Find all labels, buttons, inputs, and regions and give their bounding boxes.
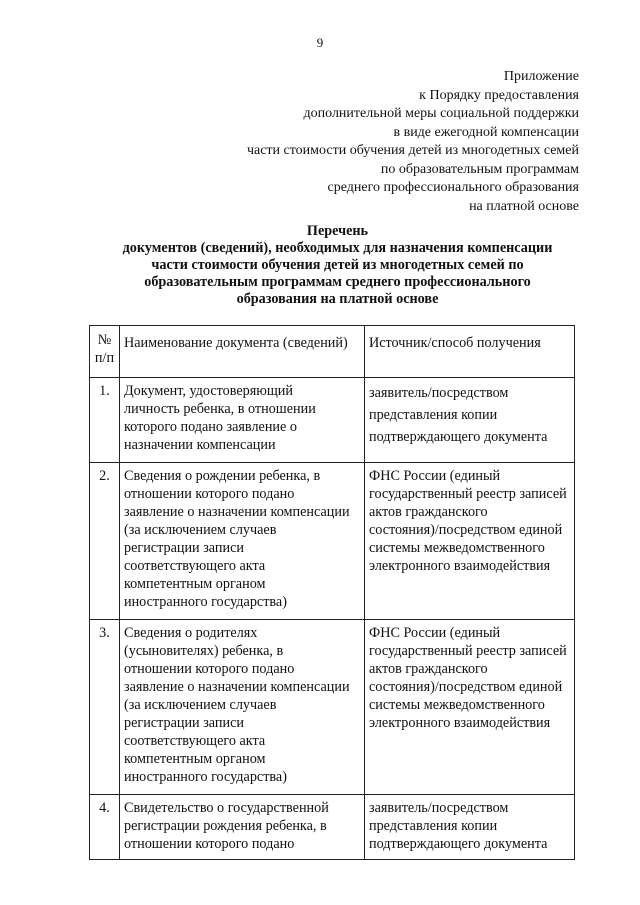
cell-line: иностранного государства)	[124, 769, 287, 785]
cell-line: электронного взаимодействия	[369, 715, 551, 731]
header-number-line: п/п	[94, 350, 115, 366]
cell-line: регистрации рождения ребенка, в	[124, 818, 327, 834]
cell-line: (усыновителях) ребенка, в	[124, 643, 284, 659]
row-number: 4.	[90, 795, 120, 860]
cell-line: компетентным органом	[124, 576, 266, 592]
cell-line: регистрации записи	[124, 715, 244, 731]
appendix-line: среднего профессионального образования	[327, 180, 579, 195]
cell-line: подтверждающего документа	[369, 836, 548, 852]
cell-line: электронного взаимодействия	[369, 558, 551, 574]
cell-line: отношении которого подано	[124, 486, 295, 502]
source-cell	[365, 463, 575, 620]
table-header-row	[90, 326, 575, 378]
cell-line: актов гражданского	[369, 661, 488, 677]
page-number: 9	[316, 35, 324, 50]
cell-line: компетентным органом	[124, 751, 266, 767]
cell-line: личность ребенка, в отношении	[124, 401, 316, 417]
header-number	[90, 326, 120, 378]
appendix-line: дополнительной меры социальной поддержки	[303, 106, 579, 121]
table-row	[90, 620, 575, 795]
header-source: Источник/способ получения	[365, 326, 575, 378]
cell-line: (за исключением случаев	[124, 697, 277, 713]
cell-line: состояния)/посредством единой	[369, 679, 563, 695]
document-name-cell	[120, 463, 365, 620]
document-name-cell	[120, 620, 365, 795]
cell-line: Свидетельство о государственной	[124, 800, 329, 816]
cell-line: заявитель/посредством	[369, 385, 509, 401]
cell-line: государственный реестр записей	[369, 643, 567, 659]
cell-line: представления копии	[369, 407, 498, 423]
source-cell	[365, 620, 575, 795]
cell-line: Сведения о родителях	[124, 625, 258, 641]
cell-line: отношении которого подано	[124, 836, 295, 852]
source-cell	[365, 795, 575, 860]
cell-line: иностранного государства)	[124, 594, 287, 610]
cell-line: ФНС России (единый	[369, 468, 501, 484]
row-number: 2.	[90, 463, 120, 620]
cell-line: ФНС России (единый	[369, 625, 501, 641]
cell-line: актов гражданского	[369, 504, 488, 520]
cell-line: представления копии	[369, 818, 498, 834]
documents-table	[89, 325, 575, 860]
appendix-line: в виде ежегодной компенсации	[393, 124, 579, 140]
title-line: части стоимости обучения детей из многодетных семей по	[151, 257, 524, 273]
row-number: 1.	[90, 378, 120, 463]
cell-line: системы межведомственного	[369, 697, 545, 713]
cell-line: соответствующего акта	[124, 733, 266, 749]
cell-line: заявитель/посредством	[369, 800, 509, 816]
header-number-line: №	[97, 332, 112, 348]
appendix-line: по образовательным программам	[380, 161, 579, 177]
cell-line: регистрации записи	[124, 540, 244, 556]
row-number: 3.	[90, 620, 120, 795]
source-cell	[365, 378, 575, 463]
table-row	[90, 378, 575, 463]
cell-line: Сведения о рождении ребенка, в	[124, 468, 321, 484]
cell-line: заявление о назначении компенсации	[124, 679, 350, 695]
cell-line: состояния)/посредством единой	[369, 522, 563, 538]
cell-line: системы межведомственного	[369, 540, 545, 556]
appendix-reference	[247, 68, 579, 216]
title-line: Перечень	[306, 223, 369, 239]
cell-line: назначении компенсации	[124, 437, 276, 453]
appendix-line: Приложение	[503, 69, 579, 84]
title-line: образования на платной основе	[236, 291, 439, 307]
cell-line: отношении которого подано	[124, 661, 295, 677]
cell-line: государственный реестр записей	[369, 486, 567, 502]
title-line: документов (сведений), необходимых для назначения компенсации	[122, 240, 553, 256]
title-line: образовательным программам среднего профессионального	[144, 274, 531, 290]
cell-line: Документ, удостоверяющий	[124, 383, 293, 399]
appendix-line: к Порядку предоставления	[419, 87, 579, 103]
appendix-line: части стоимости обучения детей из многодетных семей	[246, 143, 579, 158]
table-row	[90, 463, 575, 620]
document-name-cell	[120, 795, 365, 860]
appendix-line: на платной основе	[469, 198, 579, 214]
header-document-name: Наименование документа (сведений)	[120, 326, 365, 378]
cell-line: (за исключением случаев	[124, 522, 277, 538]
cell-line: подтверждающего документа	[369, 429, 548, 445]
document-name-cell	[120, 378, 365, 463]
table-row	[90, 795, 575, 860]
document-title	[90, 223, 585, 308]
cell-line: заявление о назначении компенсации	[124, 504, 350, 520]
cell-line: соответствующего акта	[124, 558, 266, 574]
cell-line: которого подано заявление о	[124, 419, 297, 435]
